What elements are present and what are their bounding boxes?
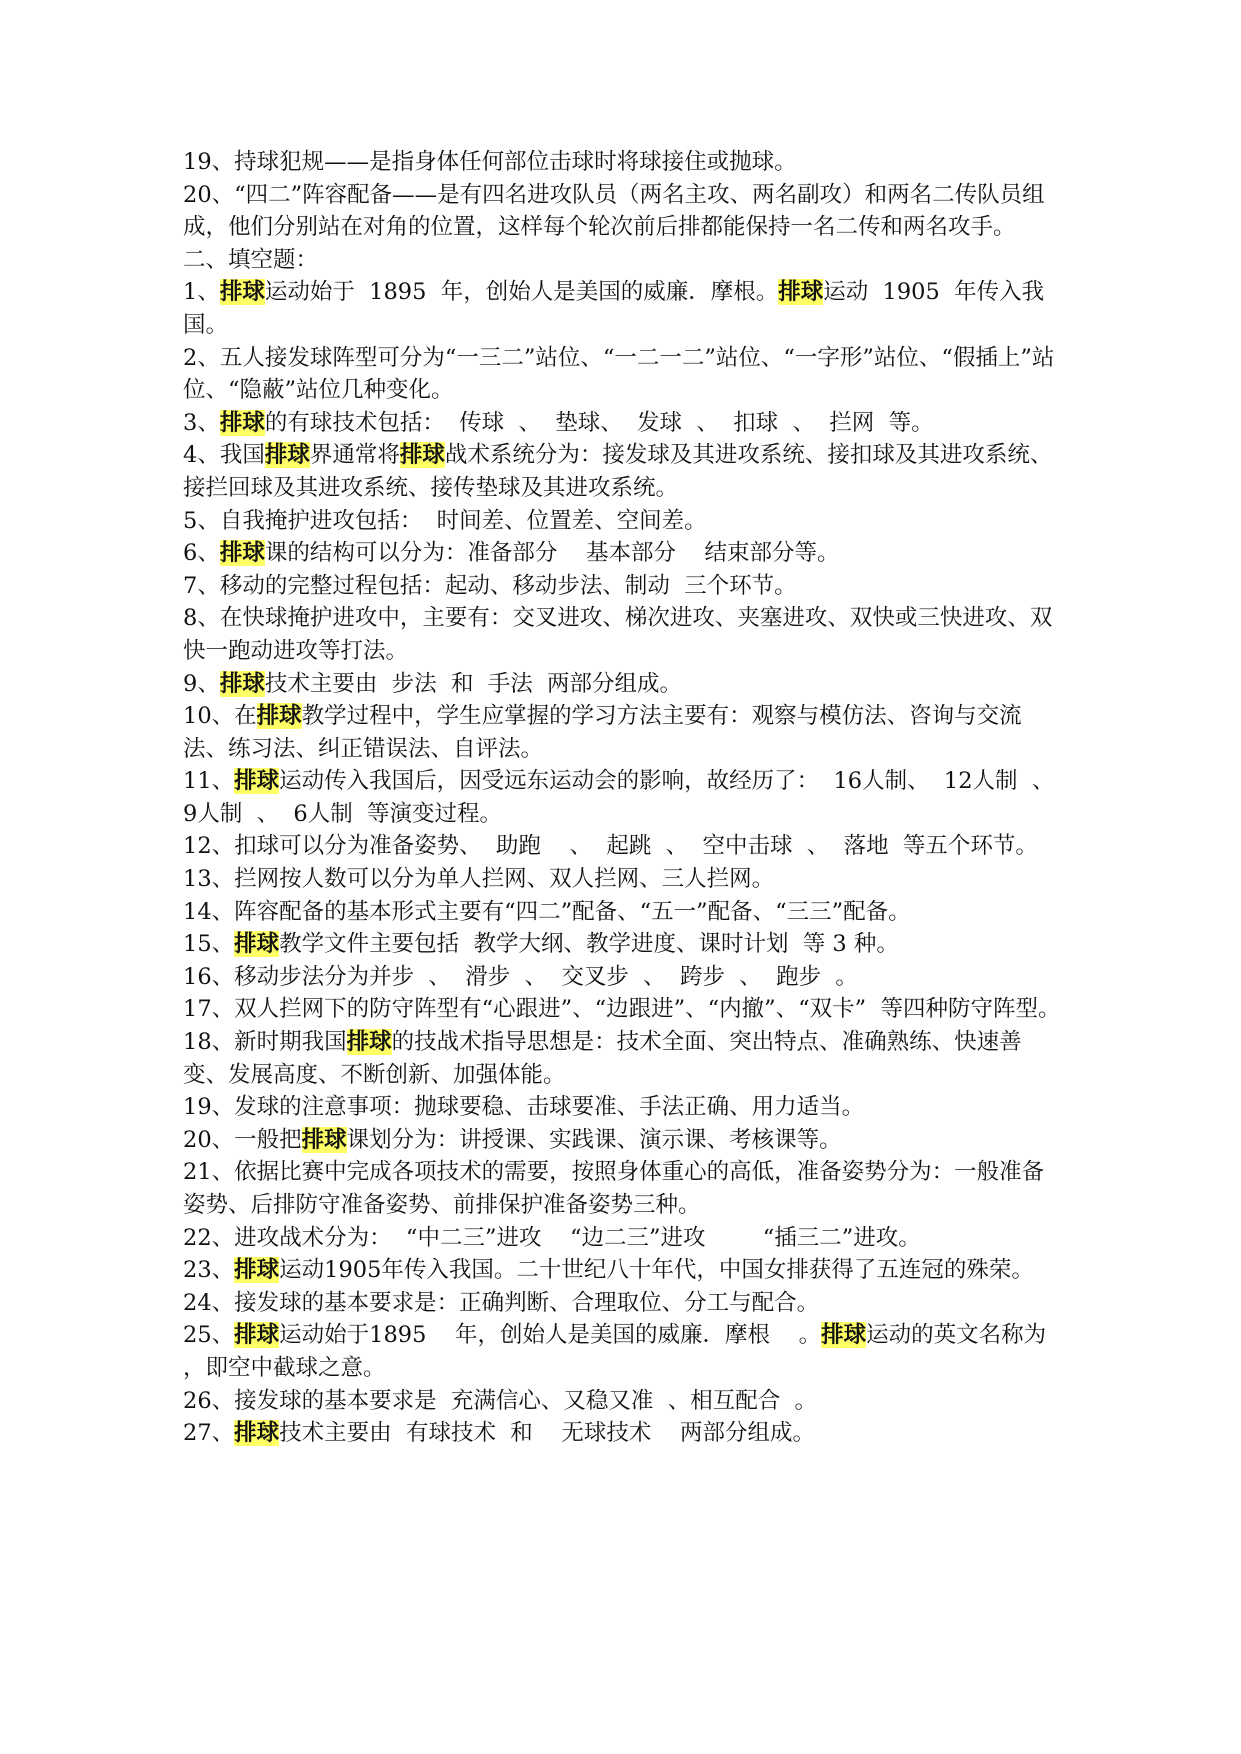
paragraph-text: 运动传入我国后，因受远东运动会的影响，故经历了： 16人制、 12人制 、 9人制 、 6人制 等演变过程。 <box>183 768 1069 827</box>
paragraph-text: 23、 <box>183 1257 235 1284</box>
document-paragraph <box>183 537 1063 570</box>
document-paragraph <box>183 668 1063 701</box>
document-paragraph <box>183 1156 1063 1221</box>
document-paragraph <box>183 765 1069 830</box>
paragraph-text: 20、“四二”阵容配备——是有四名进攻队员（两名主攻、两名副攻）和两名二传队员组成，他们分别站在对角的位置，这样每个轮次前后排都能保持一名二传和两名攻手。 <box>183 181 1045 241</box>
paragraph-text: 4、我国 <box>183 442 265 469</box>
highlighted-keyword: 排球 <box>821 1322 867 1349</box>
document-paragraph <box>183 1091 1063 1124</box>
highlighted-keyword: 排球 <box>219 409 265 436</box>
document-paragraph <box>183 1417 1063 1450</box>
highlighted-keyword: 排球 <box>256 703 302 730</box>
paragraph-text: 课的结构可以分为：准备部分 基本部分 结束部分等。 <box>264 540 840 567</box>
paragraph-text: 10、在 <box>183 703 257 730</box>
document-paragraph <box>183 1222 1063 1255</box>
document-paragraph <box>183 505 1063 538</box>
paragraph-text: 25、 <box>183 1322 235 1349</box>
paragraph-text: 运动的英文名称为 ，即空中截球之意。 <box>183 1322 1190 1381</box>
paragraph-text: 运动始于 1895 年，创始人是美国的威廉．摩根。 <box>264 279 779 306</box>
paragraph-text: 15、 <box>183 931 235 958</box>
document-paragraph <box>183 863 1063 896</box>
paragraph-text: 运动1905年传入我国。二十世纪八十年代，中国女排获得了五连冠的殊荣。 <box>279 1257 1034 1284</box>
highlighted-keyword: 排球 <box>264 442 310 469</box>
paragraph-text: 16、移动步法分为并步 、 滑步 、 交叉步 、 跨步 、 跑步 。 <box>183 963 858 990</box>
paragraph-text: 二、填空题： <box>183 246 319 273</box>
paragraph-text: 1、 <box>183 279 220 306</box>
paragraph-text: 运动 1905 年传入我国。 <box>183 279 1045 338</box>
paragraph-text: 3、 <box>183 409 220 436</box>
paragraph-text: 的技战术指导思想是：技术全面、突出特点、准确熟练、快速善变、发展高度、不断创新、加强体能。 <box>183 1029 1022 1088</box>
document-paragraph <box>183 146 1063 179</box>
paragraph-text: 24、接发球的基本要求是：正确判断、合理取位、分工与配合。 <box>183 1289 820 1316</box>
paragraph-text: 20、一般把 <box>183 1126 302 1153</box>
document-paragraph <box>183 179 1063 244</box>
document-paragraph <box>183 1319 1190 1384</box>
highlighted-keyword: 排球 <box>346 1029 392 1056</box>
paragraph-text: 11、 <box>183 768 235 795</box>
paragraph-text: 18、新时期我国 <box>183 1029 347 1056</box>
paragraph-text: 14、阵容配备的基本形式主要有“四二”配备、“五一”配备、“三三”配备。 <box>183 898 911 925</box>
highlighted-keyword: 排球 <box>234 1322 280 1349</box>
document-paragraph <box>183 1124 1063 1157</box>
highlighted-keyword: 排球 <box>234 1257 280 1284</box>
paragraph-text: 19、发球的注意事项：抛球要稳、击球要准、手法正确、用力适当。 <box>183 1094 865 1121</box>
highlighted-keyword: 排球 <box>219 670 265 697</box>
paragraph-text: 2、五人接发球阵型可分为“一三二”站位、“一二一二”站位、“一字形”站位、“假插上”站位、“隐蔽”站位几种变化。 <box>183 344 1055 404</box>
paragraph-text: 6、 <box>183 540 220 567</box>
document-paragraph <box>183 602 1063 667</box>
paragraph-text: 5、自我掩护进攻包括： 时间差、位置差、空间差。 <box>183 507 707 534</box>
paragraph-text: 26、接发球的基本要求是 充满信心、又稳又准 、相互配合 。 <box>183 1387 818 1414</box>
document-paragraph <box>183 244 1063 277</box>
paragraph-text: 技术主要由 有球技术 和 无球技术 两部分组成。 <box>279 1420 815 1447</box>
document-paragraph <box>183 1026 1063 1091</box>
document-paragraph <box>183 700 1063 765</box>
paragraph-text: 技术主要由 步法 和 手法 两部分组成。 <box>264 670 683 697</box>
document-paragraph <box>183 1254 1063 1287</box>
paragraph-text: 运动始于1895 年，创始人是美国的威廉．摩根 。 <box>279 1322 822 1349</box>
document-paragraph <box>183 830 1063 863</box>
document-paragraph <box>183 961 1063 994</box>
paragraph-text: 17、双人拦网下的防守阵型有“心跟进”、“边跟进”、“内撤”、“双卡” 等四种防守阵型。 <box>183 996 1061 1023</box>
document-paragraph <box>183 407 1063 440</box>
paragraph-text: 界通常将 <box>309 442 400 469</box>
highlighted-keyword: 排球 <box>234 1420 280 1447</box>
paragraph-text: 9、 <box>183 670 220 697</box>
paragraph-text: 教学文件主要包括 教学大纲、教学进度、课时计划 等 3 种。 <box>279 931 899 958</box>
paragraph-text: 22、进攻战术分为： “中二三”进攻 “边二三”进攻 “插三二”进攻。 <box>183 1224 921 1251</box>
document-paragraph <box>183 570 1063 603</box>
document-paragraph <box>183 993 1063 1026</box>
document-paragraph <box>183 276 1063 341</box>
paragraph-text: 的有球技术包括： 传球 、 垫球、 发球 、 扣球 、 拦网 等。 <box>264 409 934 436</box>
paragraph-text: 19、持球犯规——是指身体任何部位击球时将球接住或抛球。 <box>183 149 797 175</box>
document-paragraph <box>183 1385 1063 1418</box>
paragraph-text: 8、在快球掩护进攻中，主要有：交叉进攻、梯次进攻、夹塞进攻、双快或三快进攻、双快一跑动进攻等打法。 <box>183 605 1053 664</box>
paragraph-text: 课划分为：讲授课、实践课、演示课、考核课等。 <box>346 1126 842 1153</box>
highlighted-keyword: 排球 <box>399 442 445 469</box>
document-paragraph <box>183 896 1063 929</box>
document-paragraph <box>183 439 1063 504</box>
paragraph-text: 21、依据比赛中完成各项技术的需要，按照身体重心的高低，准备姿势分为：一般准备姿势、后排防守准备姿势、前排保护准备姿势三种。 <box>183 1159 1045 1218</box>
paragraph-text: 13、拦网按人数可以分为单人拦网、双人拦网、三人拦网。 <box>183 866 775 893</box>
highlighted-keyword: 排球 <box>219 279 265 306</box>
paragraph-text: 12、扣球可以分为准备姿势、 助跑 、 起跳 、 空中击球 、 落地 等五个环节。 <box>183 833 1038 860</box>
document-paragraph <box>183 342 1063 407</box>
highlighted-keyword: 排球 <box>778 279 824 306</box>
document-paragraph <box>183 928 1063 961</box>
paragraph-text: 教学过程中，学生应掌握的学习方法主要有：观察与模仿法、咨询与交流法、练习法、纠正错误法、自评法。 <box>183 703 1022 762</box>
paragraph-text: 战术系统分为：接发球及其进攻系统、接扣球及其进攻系统、接拦回球及其进攻系统、接传垫球及其进攻系统。 <box>183 442 1053 501</box>
document-paragraph <box>183 1287 1063 1320</box>
highlighted-keyword: 排球 <box>219 540 265 567</box>
paragraph-text: 27、 <box>183 1420 235 1447</box>
highlighted-keyword: 排球 <box>234 768 280 795</box>
paragraph-text: 7、移动的完整过程包括：起动、移动步法、制动 三个环节。 <box>183 572 797 599</box>
highlighted-keyword: 排球 <box>301 1126 347 1153</box>
document-body <box>183 146 1190 1450</box>
highlighted-keyword: 排球 <box>234 931 280 958</box>
